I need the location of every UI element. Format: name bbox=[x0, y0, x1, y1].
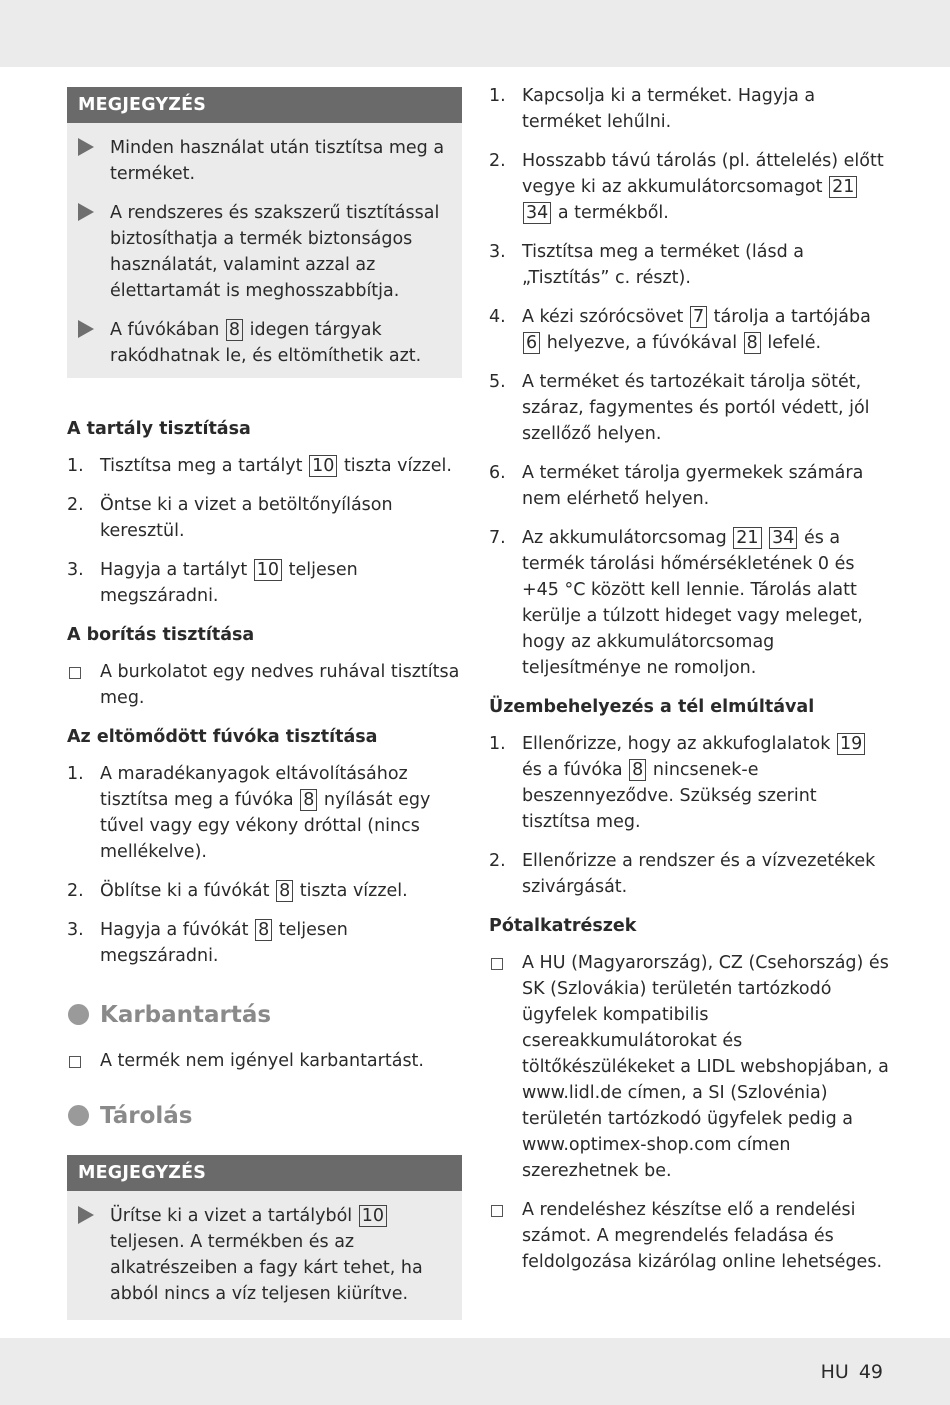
part-ref: 8 bbox=[276, 880, 293, 902]
note-item bbox=[67, 311, 462, 376]
part-ref: 8 bbox=[744, 332, 761, 354]
list-item bbox=[67, 492, 462, 544]
list-item bbox=[489, 1197, 889, 1275]
step-text: Ellenőrizze a rendszer és a vízvezetékek szivárgását. bbox=[522, 851, 876, 897]
list-item bbox=[67, 453, 462, 479]
section-heading-spare-parts: Pótalkatrészek bbox=[489, 916, 637, 936]
note-item bbox=[67, 194, 462, 311]
nozzle-cleaning-list bbox=[67, 761, 462, 969]
list-item bbox=[489, 304, 889, 356]
list-item bbox=[489, 239, 889, 291]
step-text: tárolja a tartójába bbox=[708, 307, 871, 327]
triangle-bullet-icon bbox=[78, 320, 94, 338]
section-heading-winter: Üzembehelyezés a tél elmúltával bbox=[489, 697, 815, 717]
left-column bbox=[67, 87, 462, 1320]
note-text: A rendszeres és szakszerű tisztítással biztosíthatja a termék biztonságos használatát, valamint azzal az élettartamát is meghosszabbítja. bbox=[110, 203, 440, 301]
list-item bbox=[67, 761, 462, 865]
part-ref: 21 bbox=[733, 527, 761, 549]
list-item bbox=[489, 848, 889, 900]
item-text: A burkolatot egy nedves ruhával tisztítsa meg. bbox=[100, 662, 460, 708]
item-text: A termék nem igényel karbantartást. bbox=[100, 1051, 424, 1071]
step-text: Ellenőrizze, hogy az akkufoglalatok bbox=[522, 734, 836, 754]
step-text: tiszta vízzel. bbox=[294, 881, 408, 901]
step-text: tiszta vízzel. bbox=[338, 456, 452, 476]
note-item bbox=[67, 1197, 462, 1314]
note-title: MEGJEGYZÉS bbox=[67, 87, 462, 123]
step-text: lefelé. bbox=[761, 333, 822, 353]
note-text: teljesen. A termékben és az alkatrészeiben a fagy kárt tehet, ha abból nincs a víz teljesen kiürítve. bbox=[110, 1232, 423, 1304]
section-heading-tank: A tartály tisztítása bbox=[67, 419, 251, 439]
triangle-bullet-icon bbox=[78, 1206, 94, 1224]
triangle-bullet-icon bbox=[78, 203, 94, 221]
square-bullet-icon bbox=[69, 667, 81, 679]
list-item bbox=[67, 1048, 462, 1074]
list-item bbox=[67, 878, 462, 904]
step-text: A terméket tárolja gyermekek számára nem elérhető helyen. bbox=[522, 463, 864, 509]
list-item bbox=[67, 659, 462, 711]
note-text: Minden használat után tisztítsa meg a terméket. bbox=[110, 138, 445, 184]
step-number: 2. bbox=[489, 851, 506, 871]
chapter-title: Tárolás bbox=[100, 1103, 193, 1129]
part-ref: 8 bbox=[255, 919, 272, 941]
step-text: teljesen megszáradni. bbox=[100, 920, 348, 966]
part-ref: 8 bbox=[226, 319, 243, 341]
square-bullet-icon bbox=[491, 958, 503, 970]
list-item bbox=[489, 731, 889, 835]
step-number: 1. bbox=[489, 86, 506, 106]
part-ref: 19 bbox=[837, 733, 865, 755]
step-number: 7. bbox=[489, 528, 506, 548]
step-text: A maradékanyagok eltávolításához tisztítsa meg a fúvóka bbox=[100, 764, 408, 810]
step-text: Öblítse ki a fúvókát bbox=[100, 881, 276, 901]
step-text: Tisztítsa meg a terméket (lásd a „Tisztítás” c. részt). bbox=[522, 242, 805, 288]
step-text: helyezve, a fúvókával bbox=[541, 333, 743, 353]
section-heading-nozzle: Az eltömődött fúvóka tisztítása bbox=[67, 727, 378, 747]
top-band bbox=[0, 0, 950, 67]
list-item bbox=[489, 950, 889, 1184]
chapter-heading-maintenance bbox=[67, 1000, 462, 1030]
part-ref: 8 bbox=[629, 759, 646, 781]
step-number: 1. bbox=[67, 764, 84, 784]
step-number: 3. bbox=[489, 242, 506, 262]
step-text: teljesen megszáradni. bbox=[100, 560, 358, 606]
item-text: A rendeléshez készítse elő a rendelési számot. A megrendelés feladása és feldolgozása kizárólag online lehetséges. bbox=[522, 1200, 883, 1272]
part-ref: 8 bbox=[300, 789, 317, 811]
step-number: 3. bbox=[67, 560, 84, 580]
note-text: idegen tárgyak rakódhatnak le, és eltömíthetik azt. bbox=[110, 320, 422, 366]
list-item bbox=[489, 369, 889, 447]
list-item bbox=[489, 83, 889, 135]
step-text: Öntse ki a vizet a betöltőnyíláson keresztül. bbox=[100, 495, 393, 541]
step-text: és a termék tárolási hőmérsékletének 0 és +45 °C között kell lennie. Tárolás alatt kerülje a túlzott hideget vagy meleget, hogy az akkumulátorcsomag teljesítménye ne romoljon. bbox=[522, 528, 863, 678]
step-text bbox=[763, 528, 769, 548]
part-ref: 7 bbox=[690, 306, 707, 328]
step-number: 4. bbox=[489, 307, 506, 327]
bullet-circle-icon bbox=[68, 1105, 89, 1126]
note-text: Ürítse ki a vizet a tartályból bbox=[110, 1206, 358, 1226]
winter-list bbox=[489, 731, 889, 900]
section-heading-cover: A borítás tisztítása bbox=[67, 625, 255, 645]
chapter-title: Karbantartás bbox=[100, 1002, 272, 1028]
item-text: A HU (Magyarország), CZ (Csehország) és SK (Szlovákia) területén tartózkodó ügyfelek kompatibilis csereakkumulátorokat és töltőkészülékeket a LIDL webshopjában, a www.lidl.de címen, a SI (Szlovénia) területén tartózkodó ügyfelek pedig a www.optimex-shop.com címen szerezhetnek be. bbox=[522, 953, 889, 1181]
part-ref: 10 bbox=[359, 1205, 387, 1227]
step-number: 6. bbox=[489, 463, 506, 483]
language-code: HU bbox=[820, 1361, 849, 1383]
list-item bbox=[489, 525, 889, 681]
step-number: 1. bbox=[67, 456, 84, 476]
step-number: 2. bbox=[489, 151, 506, 171]
step-number: 2. bbox=[67, 495, 84, 515]
note-box-2 bbox=[67, 1155, 462, 1320]
page-footer bbox=[811, 1359, 883, 1385]
step-text: és a fúvóka bbox=[522, 760, 629, 780]
note-text: A fúvókában bbox=[110, 320, 225, 340]
part-ref: 21 bbox=[829, 176, 857, 198]
bottom-band bbox=[0, 1338, 950, 1405]
part-ref: 10 bbox=[309, 455, 337, 477]
note-item bbox=[67, 129, 462, 194]
part-ref: 6 bbox=[523, 332, 540, 354]
list-item bbox=[489, 460, 889, 512]
step-text: Hagyja a tartályt bbox=[100, 560, 253, 580]
part-ref: 34 bbox=[769, 527, 797, 549]
chapter-heading-storage bbox=[67, 1101, 462, 1131]
step-text: nyílását egy tűvel vagy egy vékony dróttal (nincs mellékelve). bbox=[100, 790, 431, 862]
list-item bbox=[489, 148, 889, 226]
step-text: Hagyja a fúvókát bbox=[100, 920, 255, 940]
step-text: Tisztítsa meg a tartályt bbox=[100, 456, 309, 476]
part-ref: 10 bbox=[254, 559, 282, 581]
step-text: Kapcsolja ki a terméket. Hagyja a terméket lehűlni. bbox=[522, 86, 816, 132]
step-text: A terméket és tartozékait tárolja sötét, száraz, fagymentes és portól védett, jól szellőző helyen. bbox=[522, 372, 870, 444]
spare-parts-list bbox=[489, 950, 889, 1275]
step-number: 3. bbox=[67, 920, 84, 940]
note-title: MEGJEGYZÉS bbox=[67, 1155, 462, 1191]
square-bullet-icon bbox=[69, 1056, 81, 1068]
step-text: Az akkumulátorcsomag bbox=[522, 528, 733, 548]
step-number: 5. bbox=[489, 372, 506, 392]
step-text: A kézi szórócsövet bbox=[522, 307, 689, 327]
step-text: nincsenek-e beszennyeződve. Szükség szerint tisztítsa meg. bbox=[522, 760, 817, 832]
step-text: a termékből. bbox=[552, 203, 669, 223]
cover-cleaning-list bbox=[67, 659, 462, 711]
list-item bbox=[67, 557, 462, 609]
page-number: 49 bbox=[858, 1361, 883, 1383]
step-number: 1. bbox=[489, 734, 506, 754]
bullet-circle-icon bbox=[68, 1004, 89, 1025]
right-column bbox=[489, 83, 889, 1288]
step-text: Hosszabb távú tárolás (pl. áttelelés) előtt vegye ki az akkumulátorcsomagot bbox=[522, 151, 884, 197]
step-number: 2. bbox=[67, 881, 84, 901]
storage-steps-list bbox=[489, 83, 889, 681]
tank-cleaning-list bbox=[67, 453, 462, 609]
note-box-1 bbox=[67, 87, 462, 378]
square-bullet-icon bbox=[491, 1205, 503, 1217]
maintenance-list bbox=[67, 1048, 462, 1074]
list-item bbox=[67, 917, 462, 969]
triangle-bullet-icon bbox=[78, 138, 94, 156]
part-ref: 34 bbox=[523, 202, 551, 224]
